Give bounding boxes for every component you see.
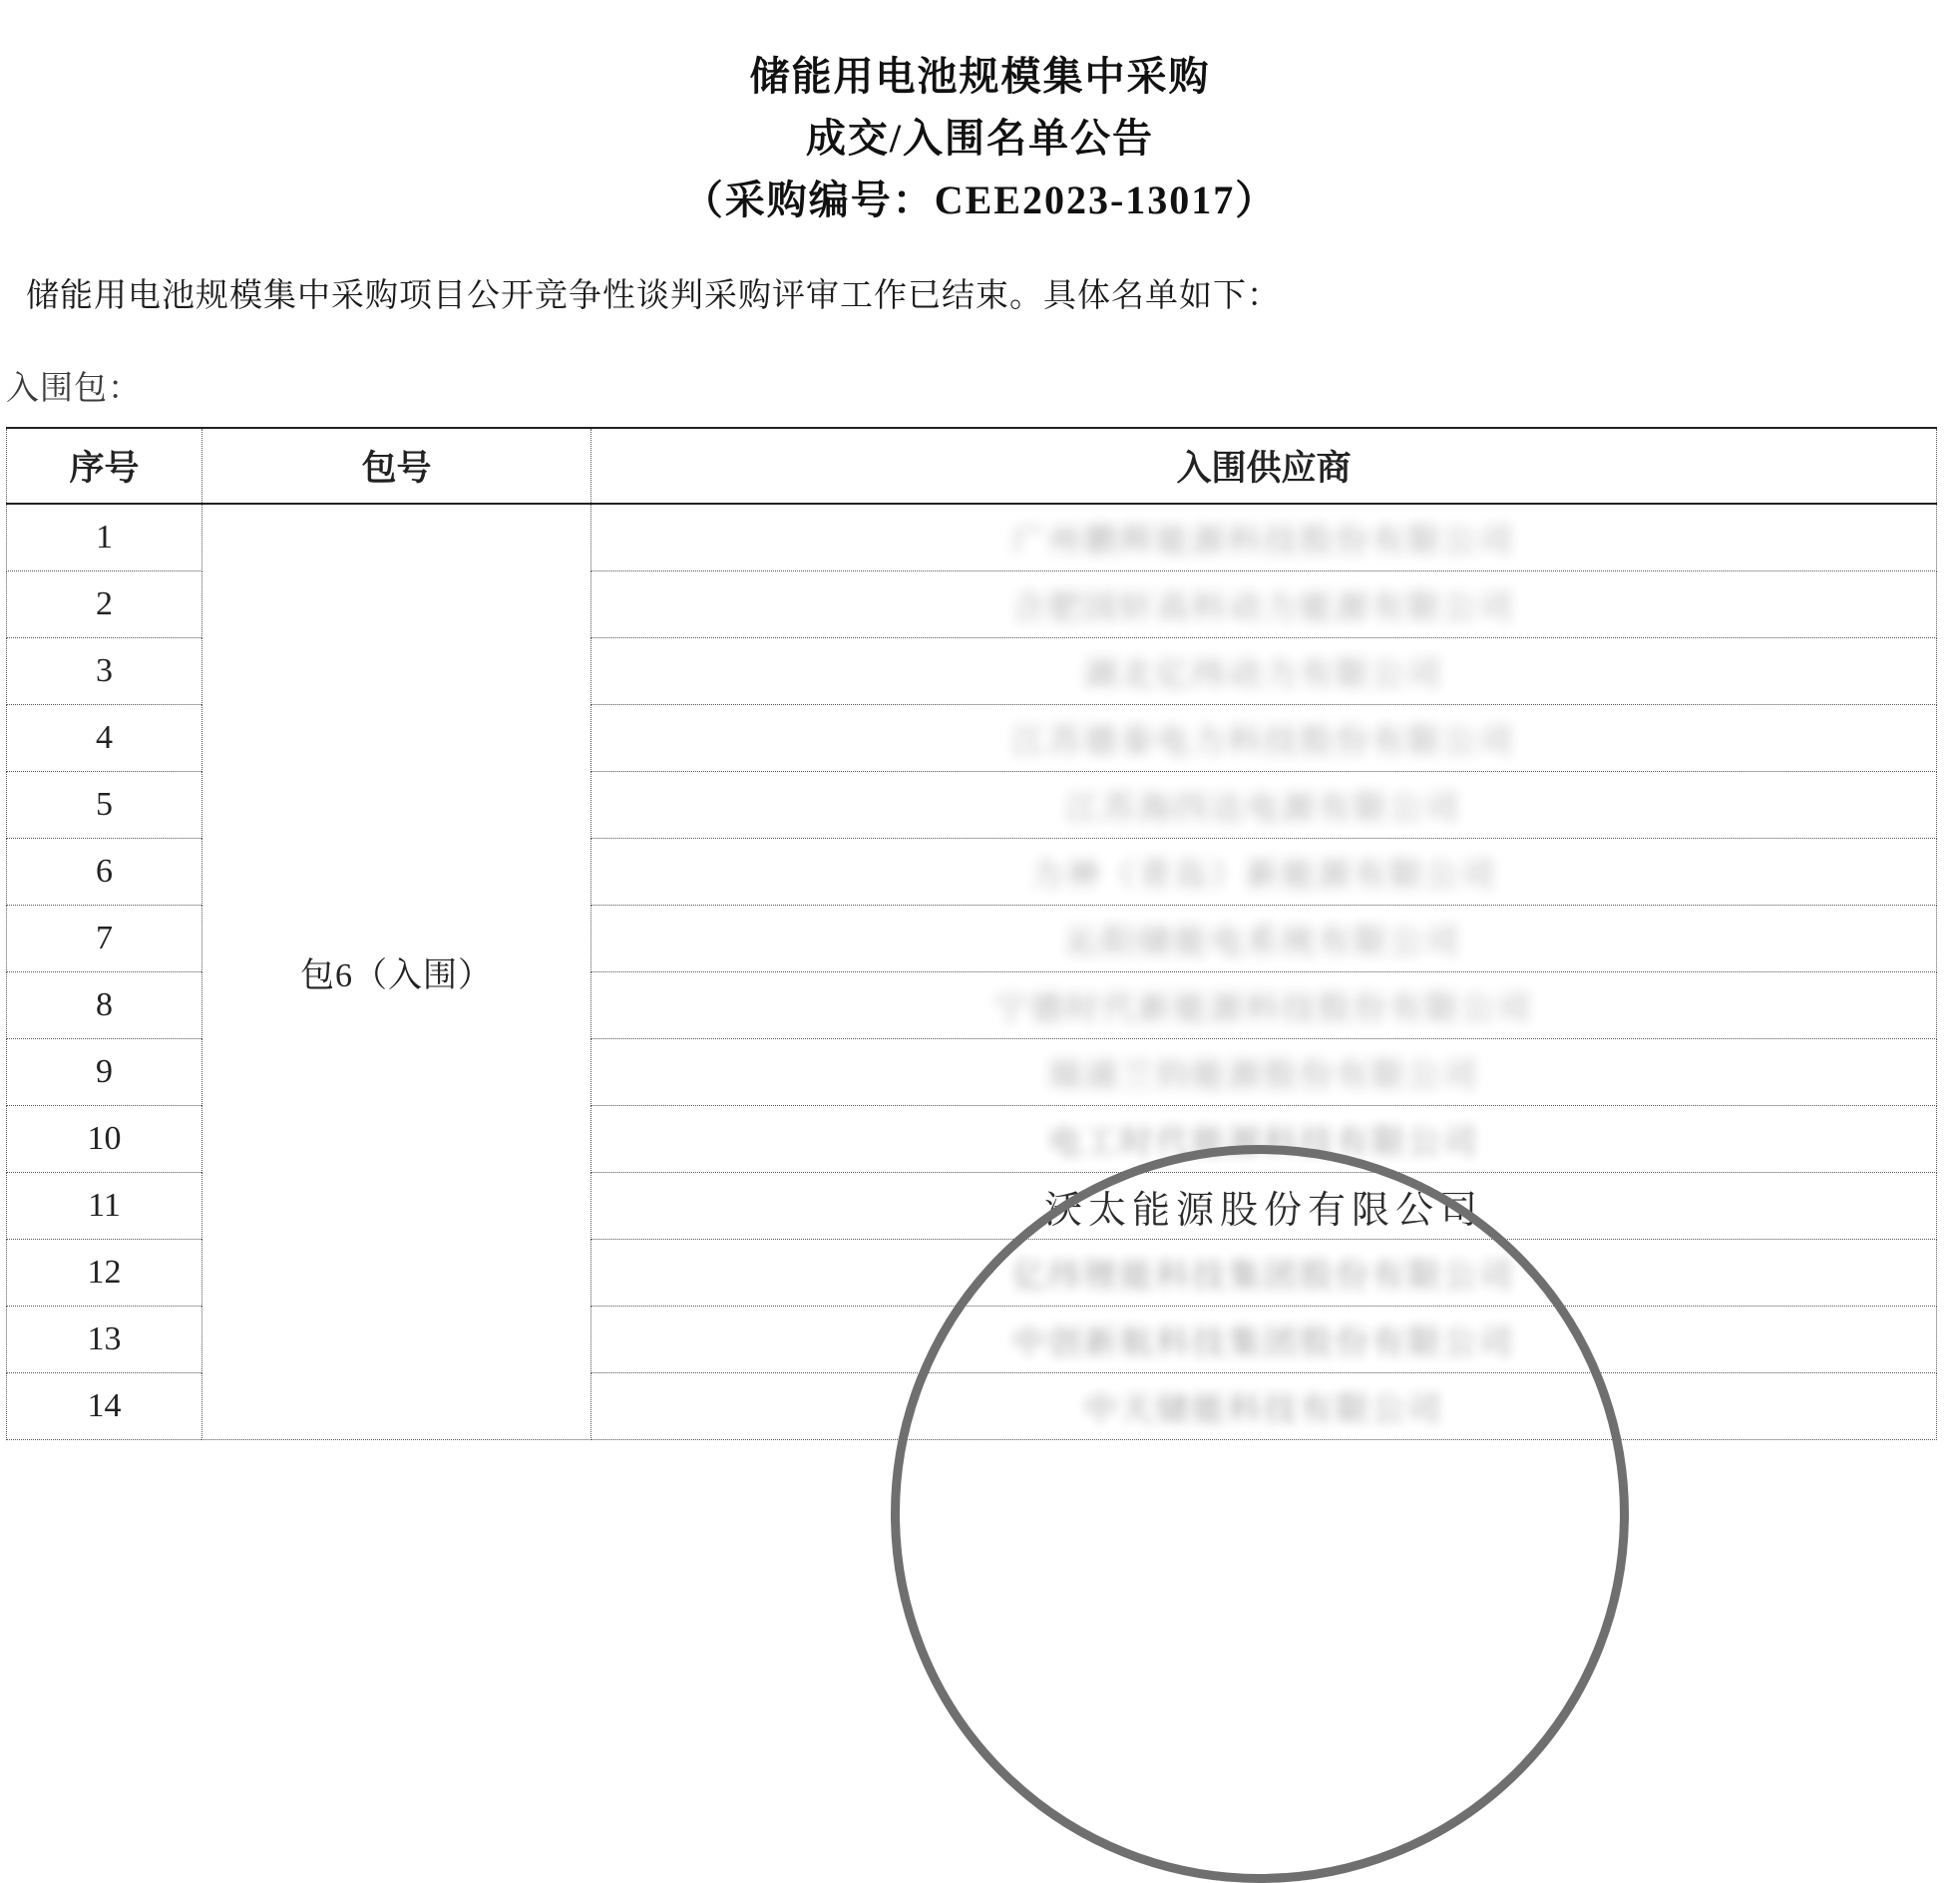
supplier-name: 中创新航科技集团股份有限公司 (1012, 1324, 1515, 1361)
intro-paragraph: 储能用电池规模集中采购项目公开竞争性谈判采购评审工作已结束。具体名单如下： (26, 278, 1281, 314)
row-index: 1 (7, 504, 202, 571)
page-title-line-1: 储能用电池规模集中采购 (749, 54, 1211, 99)
supplier-name: 江苏德泰电力科技股份有限公司 (1012, 723, 1515, 760)
award-table-wrapper (6, 427, 1936, 1440)
supplier-name: 宁德时代新能源科技股份有限公司 (994, 990, 1533, 1027)
supplier-cell (591, 772, 1937, 839)
supplier-name: 江苏海四达电源有限公司 (1066, 790, 1461, 827)
supplier-name: 电工时代能源科技有限公司 (1048, 1124, 1479, 1161)
row-index: 10 (7, 1106, 202, 1173)
row-index: 11 (7, 1173, 202, 1240)
supplier-cell (591, 1039, 1937, 1106)
award-table (6, 427, 1937, 1440)
column-header-index: 序号 (7, 428, 202, 504)
supplier-cell (591, 504, 1937, 571)
row-index: 6 (7, 839, 202, 906)
supplier-cell (591, 1373, 1937, 1440)
supplier-cell (591, 1240, 1937, 1307)
row-index: 4 (7, 705, 202, 772)
supplier-name: 湖北亿纬动力有限公司 (1084, 656, 1443, 693)
row-index: 14 (7, 1373, 202, 1440)
package-cell: 包6（入围） (202, 504, 591, 1440)
supplier-cell (591, 839, 1937, 906)
page-title-line-2: 成交/入围名单公告 (805, 116, 1155, 161)
supplier-name: 沁阳储能电系统有限公司 (1066, 924, 1461, 960)
section-label: 入围包： (6, 371, 142, 407)
page-title-line-3: （采购编号：CEE2023-13017） (682, 178, 1278, 222)
table-header-row (7, 428, 1937, 504)
supplier-name: 广州鹏辉能源科技股份有限公司 (1012, 523, 1515, 560)
supplier-name: 沃太能源股份有限公司 (1043, 1189, 1483, 1232)
row-index: 12 (7, 1240, 202, 1307)
row-index: 8 (7, 972, 202, 1039)
supplier-cell-highlighted (591, 1173, 1937, 1240)
row-index: 3 (7, 638, 202, 705)
row-index: 9 (7, 1039, 202, 1106)
supplier-cell (591, 1307, 1937, 1373)
row-index: 5 (7, 772, 202, 839)
table-row (7, 504, 1937, 571)
supplier-name: 中天储能科技有限公司 (1084, 1391, 1443, 1428)
supplier-name: 合肥国轩高科动力能源有限公司 (1012, 589, 1515, 626)
supplier-cell (591, 906, 1937, 972)
column-header-package: 包号 (202, 428, 591, 504)
row-index: 13 (7, 1307, 202, 1373)
row-index: 2 (7, 571, 202, 638)
supplier-name: 力神（青岛）新能源有限公司 (1030, 857, 1497, 894)
supplier-cell (591, 705, 1937, 772)
document-title-block (0, 0, 1960, 231)
column-header-supplier: 入围供应商 (591, 428, 1937, 504)
supplier-cell (591, 571, 1937, 638)
supplier-name: 瑞浦兰钧能源股份有限公司 (1048, 1057, 1479, 1094)
row-index: 7 (7, 906, 202, 972)
supplier-cell (591, 972, 1937, 1039)
supplier-cell (591, 638, 1937, 705)
supplier-name: 亿纬锂能科技集团股份有限公司 (1012, 1258, 1515, 1295)
supplier-cell (591, 1106, 1937, 1173)
